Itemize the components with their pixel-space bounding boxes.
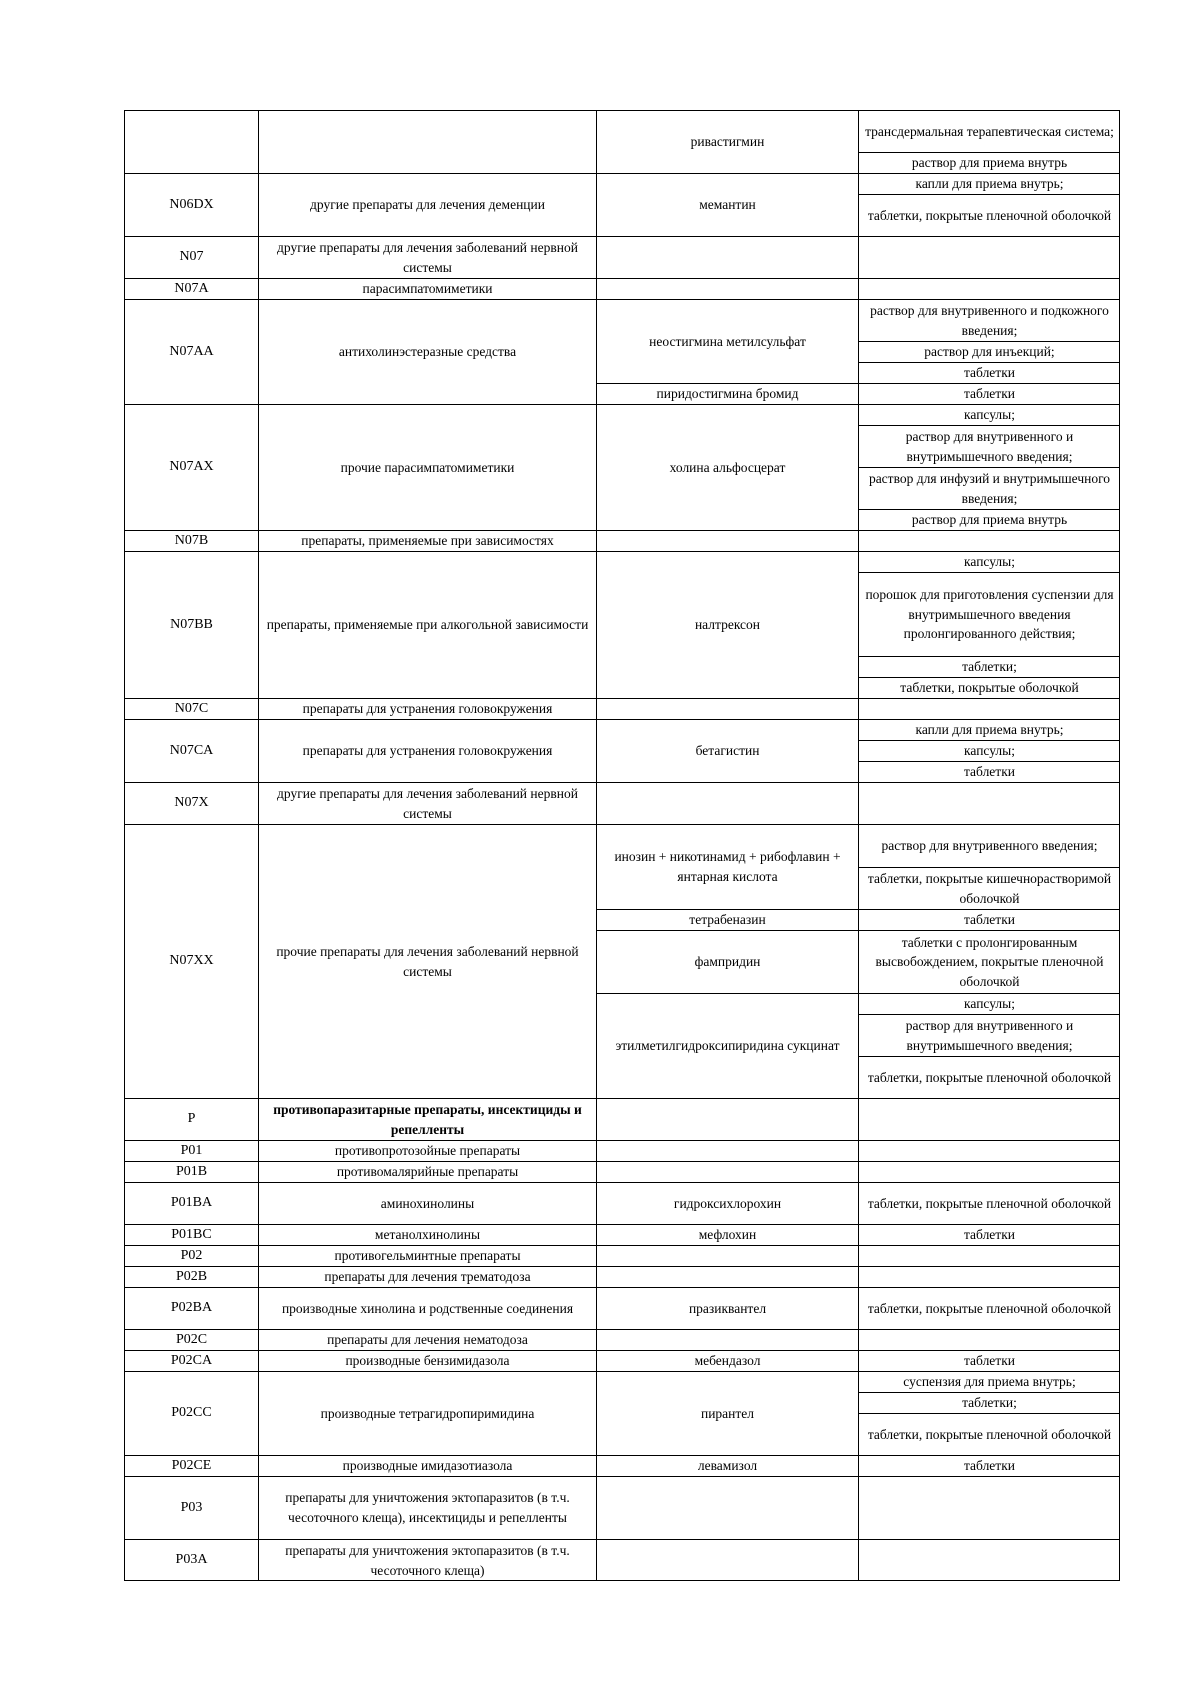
atc-group-name-cell bbox=[258, 1539, 596, 1581]
atc-code-cell-text: N07BB bbox=[170, 616, 213, 632]
atc-group-name-cell bbox=[258, 530, 596, 551]
atc-code-cell-text: N07XX bbox=[169, 953, 214, 969]
atc-group-name-cell-text: парасимпатомиметики bbox=[362, 281, 493, 297]
atc-code-cell-text: P01B bbox=[175, 1163, 208, 1179]
dosage-form-cell-text: таблетки; bbox=[962, 1395, 1017, 1411]
dosage-form-cell-text: капли для приема внутрь; bbox=[915, 176, 1064, 192]
dosage-form-cell bbox=[858, 1266, 1120, 1287]
atc-code-cell bbox=[124, 1224, 258, 1245]
inn-cell-text: инозин + никотинамид + рибофлавин + янтарная кислота bbox=[614, 849, 841, 884]
dosage-form-cell-text: капсулы; bbox=[964, 996, 1015, 1012]
inn-cell-text: бетагистин bbox=[695, 743, 760, 759]
dosage-form-cell-text: раствор для внутривенного введения; bbox=[881, 838, 1098, 854]
dosage-form-cell bbox=[858, 1224, 1120, 1245]
dosage-form-cell bbox=[858, 1371, 1120, 1392]
inn-cell bbox=[596, 1224, 858, 1245]
dosage-form-cell bbox=[858, 1350, 1120, 1371]
inn-cell-text: ривастигмин bbox=[690, 134, 765, 150]
inn-cell-text: гидроксихлорохин bbox=[673, 1195, 782, 1211]
atc-code-cell bbox=[124, 1329, 258, 1350]
dosage-form-cell bbox=[858, 1056, 1120, 1098]
dosage-form-cell-text: раствор для внутривенного и подкожного введения; bbox=[870, 302, 1109, 338]
atc-code-cell bbox=[124, 404, 258, 530]
inn-cell bbox=[596, 1350, 858, 1371]
dosage-form-cell-text: капсулы; bbox=[964, 743, 1015, 759]
dosage-form-cell bbox=[858, 761, 1120, 782]
atc-group-name-cell-text: метанолхинолины bbox=[374, 1227, 481, 1243]
atc-group-name-cell-text: препараты для устранения головокружения bbox=[302, 743, 553, 759]
dosage-form-cell bbox=[858, 867, 1120, 909]
atc-code-cell-text: N07C bbox=[174, 700, 209, 716]
atc-code-cell-text: N07X bbox=[174, 795, 209, 811]
inn-cell bbox=[596, 1455, 858, 1476]
dosage-form-cell bbox=[858, 909, 1120, 930]
atc-code-cell bbox=[124, 1455, 258, 1476]
dosage-form-cell bbox=[858, 509, 1120, 530]
dosage-form-cell bbox=[858, 236, 1120, 278]
inn-cell bbox=[596, 782, 858, 824]
dosage-form-cell bbox=[858, 467, 1120, 509]
inn-cell-text: пиридостигмина бромид bbox=[656, 386, 799, 402]
atc-group-name-cell-text: препараты для лечения трематодоза bbox=[324, 1269, 531, 1285]
dosage-form-cell bbox=[858, 1455, 1120, 1476]
dosage-form-cell-text: таблетки, покрытые пленочной оболочкой bbox=[867, 1300, 1112, 1316]
atc-code-cell-text: P02CA bbox=[170, 1352, 213, 1368]
dosage-form-cell-text: суспензия для приема внутрь; bbox=[903, 1374, 1076, 1390]
dosage-form-cell bbox=[858, 993, 1120, 1014]
dosage-form-cell bbox=[858, 1329, 1120, 1350]
inn-cell bbox=[596, 110, 858, 173]
atc-code-cell-text: P03 bbox=[180, 1499, 203, 1515]
atc-group-name-cell-text: другие препараты для лечения заболеваний нервной системы bbox=[277, 239, 578, 275]
atc-group-name-cell bbox=[258, 236, 596, 278]
dosage-form-cell bbox=[858, 1392, 1120, 1413]
dosage-form-cell-text: раствор для внутривенного и внутримышечного введения; bbox=[905, 428, 1074, 464]
atc-code-cell-text: P bbox=[187, 1111, 196, 1127]
atc-group-name-cell bbox=[258, 1287, 596, 1329]
inn-cell-text: неостигмина метилсульфат bbox=[649, 333, 806, 349]
dosage-form-cell-text: порошок для приготовления суспензии для внутримышечного введения пролонгированного действия; bbox=[865, 587, 1114, 642]
atc-code-cell bbox=[124, 719, 258, 782]
dosage-form-cell-text: таблетки bbox=[963, 365, 1015, 381]
atc-code-cell bbox=[124, 530, 258, 551]
atc-group-name-cell bbox=[258, 698, 596, 719]
inn-cell bbox=[596, 1539, 858, 1581]
atc-code-cell bbox=[124, 1182, 258, 1224]
dosage-form-cell bbox=[858, 341, 1120, 362]
dosage-form-cell bbox=[858, 425, 1120, 467]
atc-group-name-cell bbox=[258, 782, 596, 824]
inn-cell bbox=[596, 1098, 858, 1140]
atc-code-cell bbox=[124, 299, 258, 404]
atc-group-name-cell bbox=[258, 1455, 596, 1476]
inn-cell bbox=[596, 1287, 858, 1329]
inn-cell bbox=[596, 173, 858, 236]
atc-code-cell-text: P02B bbox=[175, 1268, 208, 1284]
atc-code-cell bbox=[124, 1245, 258, 1266]
atc-code-cell-text: P02BA bbox=[170, 1300, 213, 1316]
dosage-form-cell-text: раствор для инфузий и внутримышечного введения; bbox=[868, 470, 1111, 506]
inn-cell bbox=[596, 909, 858, 930]
inn-cell bbox=[596, 278, 858, 299]
atc-code-cell-text: P03A bbox=[175, 1552, 208, 1568]
inn-cell bbox=[596, 1371, 858, 1455]
atc-group-name-cell-text: производные хинолина и родственные соединения bbox=[281, 1300, 574, 1316]
dosage-form-cell bbox=[858, 677, 1120, 698]
dosage-form-cell-text: таблетки; bbox=[962, 659, 1017, 675]
dosage-form-cell-text: таблетки bbox=[963, 386, 1015, 402]
dosage-form-cell-text: трансдермальная терапевтическая система; bbox=[865, 123, 1114, 139]
dosage-form-cell-text: таблетки с пролонгированным высвобождением, покрытые пленочной оболочкой bbox=[875, 934, 1104, 989]
atc-code-cell bbox=[124, 278, 258, 299]
inn-cell-text: празиквантел bbox=[688, 1300, 767, 1316]
inn-cell-text: мефлохин bbox=[698, 1227, 757, 1243]
atc-code-cell-text: P02 bbox=[180, 1247, 203, 1263]
dosage-form-cell bbox=[858, 1413, 1120, 1455]
dosage-form-cell bbox=[858, 1014, 1120, 1056]
atc-code-cell-text: P01 bbox=[180, 1142, 203, 1158]
atc-code-cell-text: P01BA bbox=[170, 1195, 213, 1211]
atc-group-name-cell bbox=[258, 1224, 596, 1245]
atc-code-cell-text: N07CA bbox=[169, 742, 214, 758]
dosage-form-cell-text: раствор для приема внутрь bbox=[911, 512, 1068, 528]
atc-group-name-cell bbox=[258, 1266, 596, 1287]
atc-group-name-cell bbox=[258, 719, 596, 782]
atc-code-cell bbox=[124, 1140, 258, 1161]
inn-cell-text: холина альфосцерат bbox=[669, 459, 786, 475]
dosage-form-cell bbox=[858, 572, 1120, 656]
dosage-form-cell bbox=[858, 551, 1120, 572]
inn-cell bbox=[596, 404, 858, 530]
dosage-form-cell bbox=[858, 278, 1120, 299]
dosage-form-cell bbox=[858, 299, 1120, 341]
dosage-form-cell bbox=[858, 1161, 1120, 1182]
atc-code-cell-text: P02CE bbox=[171, 1457, 212, 1473]
atc-group-name-cell bbox=[258, 1140, 596, 1161]
dosage-form-cell-text: таблетки, покрытые оболочкой bbox=[900, 680, 1079, 696]
atc-code-cell bbox=[124, 698, 258, 719]
atc-group-name-cell-text: производные имидазотиазола bbox=[342, 1458, 513, 1474]
dosage-form-cell-text: таблетки, покрытые пленочной оболочкой bbox=[867, 1426, 1112, 1442]
dosage-form-cell-text: раствор для приема внутрь bbox=[911, 155, 1068, 171]
atc-group-name-cell bbox=[258, 551, 596, 698]
dosage-form-cell bbox=[858, 1098, 1120, 1140]
dosage-form-cell-text: таблетки, покрытые пленочной оболочкой bbox=[867, 207, 1112, 223]
atc-group-name-cell-text: производные бензимидазола bbox=[345, 1353, 510, 1369]
inn-cell bbox=[596, 993, 858, 1098]
dosage-form-cell bbox=[858, 719, 1120, 740]
inn-cell-text: мебендазол bbox=[694, 1353, 761, 1369]
dosage-form-cell bbox=[858, 194, 1120, 236]
atc-group-name-cell-text: препараты для уничтожения эктопаразитов (в т.ч. чесоточного клеща), инсектициды и репелленты bbox=[285, 1490, 570, 1525]
inn-cell-text: тетрабеназин bbox=[689, 912, 766, 928]
inn-cell bbox=[596, 236, 858, 278]
dosage-form-cell bbox=[858, 1539, 1120, 1581]
atc-group-name-cell-text: антихолинэстеразные средства bbox=[338, 344, 517, 360]
inn-cell bbox=[596, 1182, 858, 1224]
inn-cell bbox=[596, 1266, 858, 1287]
atc-group-name-cell bbox=[258, 1371, 596, 1455]
atc-code-cell-text: P02CC bbox=[171, 1405, 212, 1421]
dosage-form-cell bbox=[858, 824, 1120, 867]
dosage-form-cell-text: раствор для инъекций; bbox=[924, 344, 1055, 360]
atc-group-name-cell-text: препараты для уничтожения эктопаразитов (в т.ч. чесоточного клеща) bbox=[285, 1542, 570, 1578]
atc-code-cell bbox=[124, 1539, 258, 1581]
atc-group-name-cell-text: противопротозойные препараты bbox=[334, 1143, 521, 1159]
atc-code-cell bbox=[124, 551, 258, 698]
atc-group-name-cell bbox=[258, 110, 596, 173]
atc-group-name-cell-text: препараты, применяемые при алкогольной зависимости bbox=[266, 617, 589, 633]
atc-code-cell bbox=[124, 1476, 258, 1539]
atc-group-name-cell-text: другие препараты для лечения деменции bbox=[310, 197, 545, 213]
inn-cell-text: левамизол bbox=[697, 1458, 758, 1474]
atc-code-cell-text: N07A bbox=[174, 280, 209, 296]
inn-cell-text: пирантел bbox=[700, 1405, 755, 1421]
inn-cell bbox=[596, 719, 858, 782]
atc-code-cell bbox=[124, 1098, 258, 1140]
dosage-form-cell bbox=[858, 1140, 1120, 1161]
dosage-form-cell bbox=[858, 930, 1120, 993]
dosage-form-cell bbox=[858, 740, 1120, 761]
atc-code-cell bbox=[124, 236, 258, 278]
dosage-form-cell-text: таблетки, покрытые пленочной оболочкой bbox=[867, 1069, 1112, 1085]
atc-code-cell-text: P01BC bbox=[171, 1226, 212, 1242]
dosage-form-cell-text: таблетки bbox=[963, 912, 1015, 928]
inn-cell bbox=[596, 530, 858, 551]
atc-code-cell-text: P02C bbox=[175, 1331, 208, 1347]
atc-code-cell bbox=[124, 1266, 258, 1287]
dosage-form-cell bbox=[858, 530, 1120, 551]
dosage-form-cell-text: таблетки bbox=[963, 1458, 1015, 1474]
atc-group-name-cell bbox=[258, 299, 596, 404]
atc-code-cell bbox=[124, 173, 258, 236]
atc-group-name-cell bbox=[258, 1245, 596, 1266]
atc-group-name-cell-text: прочие препараты для лечения заболеваний нервной системы bbox=[276, 943, 579, 979]
inn-cell bbox=[596, 824, 858, 909]
inn-cell bbox=[596, 1140, 858, 1161]
dosage-form-cell-text: капсулы; bbox=[964, 554, 1015, 570]
atc-group-name-cell bbox=[258, 1182, 596, 1224]
atc-group-name-cell-text: противопаразитарные препараты, инсектициды и репелленты bbox=[273, 1101, 582, 1137]
atc-group-name-cell bbox=[258, 1329, 596, 1350]
atc-group-name-cell-text: производные тетрагидропиримидина bbox=[320, 1405, 535, 1421]
atc-group-name-cell bbox=[258, 278, 596, 299]
dosage-form-cell bbox=[858, 698, 1120, 719]
atc-group-name-cell-text: противогельминтные препараты bbox=[334, 1248, 521, 1264]
inn-cell-text: этилметилгидроксипиридина сукцинат bbox=[615, 1038, 840, 1054]
dosage-form-cell bbox=[858, 1245, 1120, 1266]
dosage-form-cell bbox=[858, 782, 1120, 824]
atc-code-cell bbox=[124, 824, 258, 1098]
inn-cell-text: мемантин bbox=[699, 197, 756, 213]
dosage-form-cell bbox=[858, 1287, 1120, 1329]
dosage-form-cell-text: таблетки bbox=[963, 764, 1015, 780]
inn-cell bbox=[596, 1476, 858, 1539]
dosage-form-cell-text: раствор для внутривенного и внутримышечного введения; bbox=[905, 1017, 1074, 1053]
dosage-form-cell bbox=[858, 362, 1120, 383]
atc-group-name-cell-text: препараты, применяемые при зависимостях bbox=[301, 533, 554, 549]
dosage-form-cell-text: таблетки bbox=[963, 1353, 1015, 1369]
dosage-form-cell-text: капсулы; bbox=[964, 407, 1015, 423]
dosage-form-cell bbox=[858, 1182, 1120, 1224]
atc-group-name-cell bbox=[258, 404, 596, 530]
atc-code-cell-text: N07AX bbox=[169, 459, 214, 475]
atc-group-name-cell bbox=[258, 1350, 596, 1371]
inn-cell bbox=[596, 551, 858, 698]
inn-cell bbox=[596, 299, 858, 383]
atc-code-cell-text: N06DX bbox=[169, 196, 214, 212]
drug-classification-table bbox=[124, 110, 1120, 1580]
atc-code-cell bbox=[124, 1371, 258, 1455]
atc-group-name-cell bbox=[258, 1098, 596, 1140]
dosage-form-cell bbox=[858, 656, 1120, 677]
dosage-form-cell bbox=[858, 110, 1120, 152]
dosage-form-cell bbox=[858, 152, 1120, 173]
dosage-form-cell-text: таблетки, покрытые кишечнорастворимой оболочкой bbox=[867, 870, 1112, 906]
dosage-form-cell-text: таблетки bbox=[963, 1227, 1015, 1243]
atc-code-cell bbox=[124, 1350, 258, 1371]
atc-group-name-cell-text: противомалярийные препараты bbox=[336, 1164, 519, 1180]
atc-group-name-cell bbox=[258, 1161, 596, 1182]
atc-code-cell-text: N07B bbox=[174, 532, 209, 548]
inn-cell bbox=[596, 698, 858, 719]
atc-group-name-cell-text: препараты для лечения нематодоза bbox=[327, 1332, 528, 1348]
inn-cell bbox=[596, 1245, 858, 1266]
inn-cell bbox=[596, 383, 858, 404]
dosage-form-cell-text: таблетки, покрытые пленочной оболочкой bbox=[867, 1195, 1112, 1211]
inn-cell bbox=[596, 930, 858, 993]
atc-group-name-cell-text: препараты для устранения головокружения bbox=[302, 701, 553, 717]
inn-cell bbox=[596, 1329, 858, 1350]
inn-cell-text: налтрексон bbox=[694, 617, 761, 633]
inn-cell-text: фампридин bbox=[694, 954, 761, 970]
atc-group-name-cell bbox=[258, 173, 596, 236]
dosage-form-cell bbox=[858, 1476, 1120, 1539]
atc-group-name-cell bbox=[258, 824, 596, 1098]
dosage-form-cell-text: капли для приема внутрь; bbox=[915, 722, 1064, 738]
dosage-form-cell bbox=[858, 173, 1120, 194]
inn-cell bbox=[596, 1161, 858, 1182]
atc-code-cell bbox=[124, 1287, 258, 1329]
atc-code-cell-text: N07AA bbox=[169, 343, 214, 359]
atc-group-name-cell-text: другие препараты для лечения заболеваний нервной системы bbox=[277, 785, 578, 821]
atc-group-name-cell bbox=[258, 1476, 596, 1539]
dosage-form-cell bbox=[858, 383, 1120, 404]
dosage-form-cell bbox=[858, 404, 1120, 425]
atc-group-name-cell-text: прочие парасимпатомиметики bbox=[340, 459, 515, 475]
atc-code-cell bbox=[124, 110, 258, 173]
atc-group-name-cell-text: аминохинолины bbox=[380, 1195, 475, 1211]
atc-code-cell bbox=[124, 1161, 258, 1182]
atc-code-cell-text: N07 bbox=[179, 249, 204, 265]
atc-code-cell bbox=[124, 782, 258, 824]
